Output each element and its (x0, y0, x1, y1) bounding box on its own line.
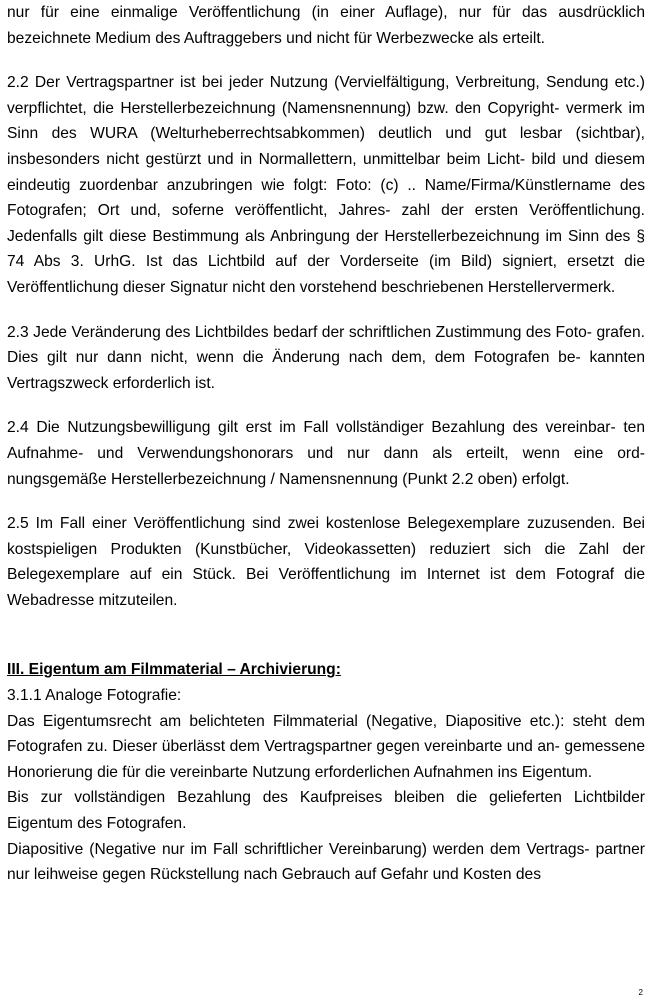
paragraph-2-5: 2.5 Im Fall einer Veröffentlichung sind zwei kostenlose Belegexemplare zuzusenden. Bei kostspieligen Produkten (Kunstbücher, Videokassetten) reduziert sich die Zahl der Belegexemplare auf ein Stück. Bei Veröffentlichung im Internet ist dem Fotograf die Webadresse mitzuteilen. (7, 515, 645, 609)
paragraph-2-2: 2.2 Der Vertragspartner ist bei jeder Nutzung (Vervielfältigung, Verbreitung, Sendung etc.) verpflichtet, die Herstellerbezeichnung (Namensnennung) bzw. den Copyright- vermerk im Sinn des WURA (Welturheberrechtsabkommen) deutlich und gut lesbar (sichtbar), insbesonders nicht gestürzt und in Normallettern, unmittelbar beim Licht- bild und diesem eindeutig zuordenbar anzubringen wie folgt: Foto: (c) .. Name/Firma/Künstlername des Fotografen; Ort und, soferne veröffentlicht, Jahres- zahl der ersten Veröffentlichung. Jedenfalls gilt diese Bestimmung als Anbringung der Herstellerbezeichnung im Sinn des § 74 Abs 3. UrhG. Ist das Lichtbild auf der Vorderseite (im Bild) signiert, ersetzt die Veröffentlichung dieser Signatur nicht den vorstehend beschriebenen Herstellervermerk. (7, 74, 645, 296)
page-number: 2 (638, 988, 643, 997)
paragraph-3-ownership: Das Eigentumsrecht am belichteten Filmmaterial (Negative, Diapositive etc.): steht dem Fotografen zu. Dieser überlässt dem Vertragspartner gegen vereinbarte und an- gemessene Honorierung die für die vereinbarte Nutzung erforderlichen Aufnahmen ins Eigentum. (7, 712, 645, 781)
paragraph-2-4: 2.4 Die Nutzungsbewilligung gilt erst im Fall vollständiger Bezahlung des vereinbar- ten Aufnahme- und Verwendungshonorars und nur dann als erteilt, wenn eine ord- nungsgemäße Herstellerbezeichnung / Namensnennung (Punkt 2.2 oben) erfolgt. (7, 419, 645, 488)
paragraph-2-3: 2.3 Jede Veränderung des Lichtbildes bedarf der schriftlichen Zustimmung des Foto- grafen. Dies gilt nur dann nicht, wenn die Änderung nach dem, dem Fotografen be- kannten Vertragszweck erforderlich ist. (7, 323, 645, 392)
section-heading-3: III. Eigentum am Filmmaterial – Archivierung: (7, 661, 341, 679)
paragraph-3-payment: Bis zur vollständigen Bezahlung des Kaufpreises bleiben die gelieferten Lichtbilder Eigentum des Fotografen. (7, 789, 645, 833)
document-page (7, 0, 645, 888)
paragraph-3-diapositive: Diapositive (Negative nur im Fall schriftlicher Vereinbarung) werden dem Vertrags- partner nur leihweise gegen Rückstellung nach Gebrauch auf Gefahr und Kosten des (7, 840, 645, 884)
subsection-3-1-1: 3.1.1 Analoge Fotografie: (7, 687, 182, 705)
paragraph-continued: nur für eine einmalige Veröffentlichung (in einer Auflage), nur für das ausdrücklich bezeichnete Medium des Auftraggebers und nicht für Werbezwecke als erteilt. (7, 4, 645, 47)
